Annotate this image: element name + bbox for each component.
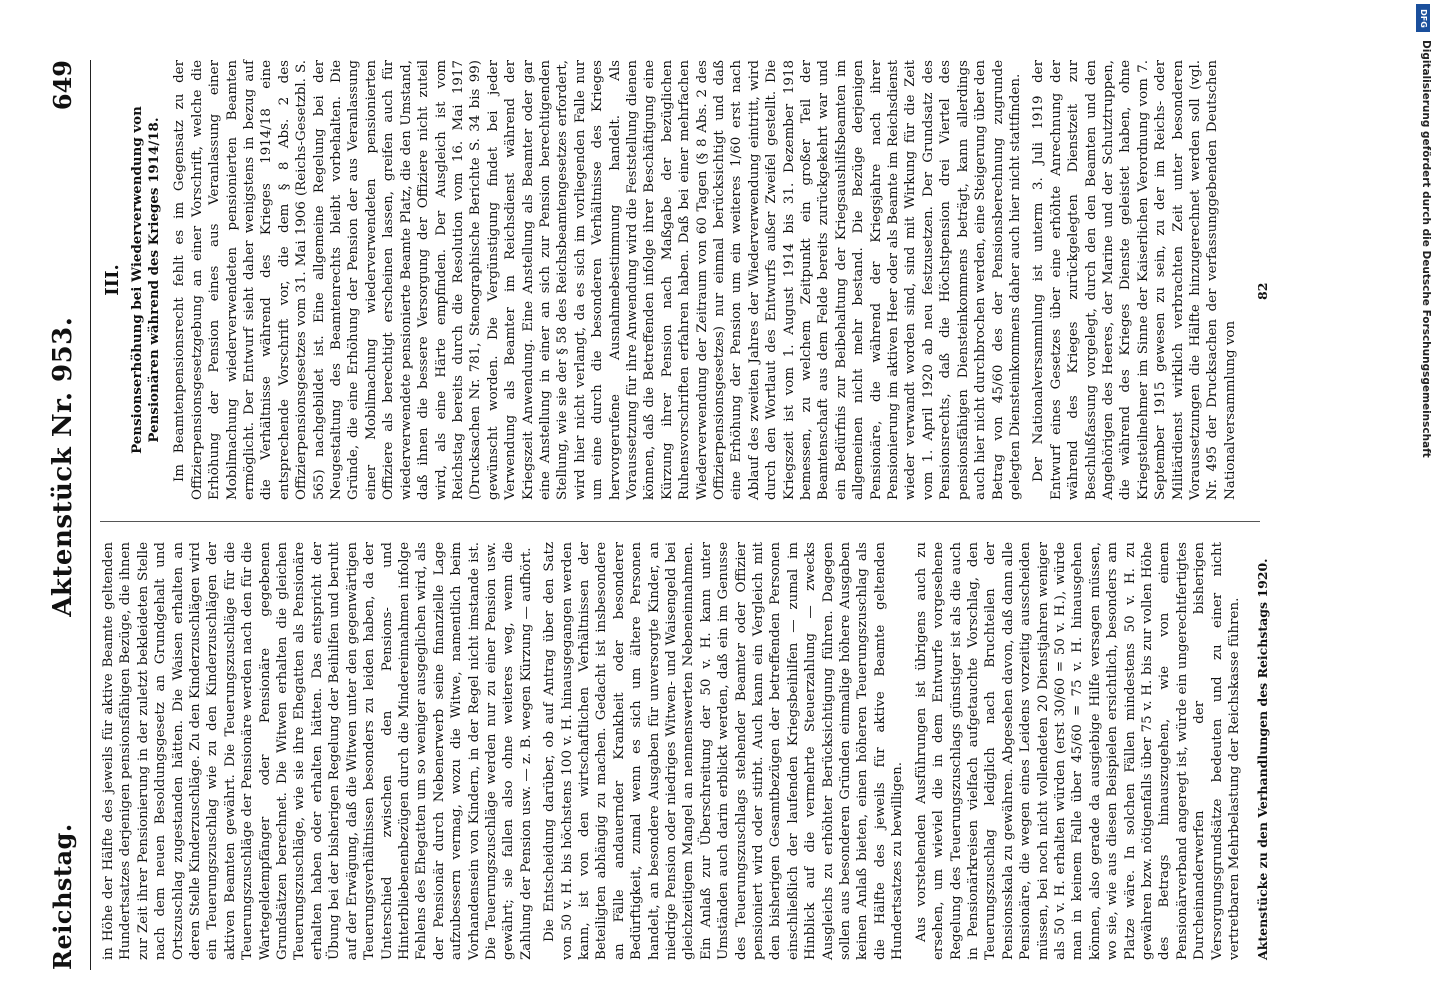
left-paragraph: in Höhe der Hälfte des jeweils für aktive Beamte geltenden Hundertsatzes derjenigen pensionsfähigen Bezüge, die ihnen zur Zeit ihrer Pensionierung in der zuletzt bekleideten Stelle nach dem neuen Besoldungsgesetz an Grundgehalt und Ortszuschlag zugestanden hätten. Die Waisen erhalten an deren Stelle Kinderzuschläge. Zu den Kinderzuschlägen wird ein Teuerungszuschlag wie zu den Kinderzuschlägen der aktiven Beamten gewährt. Die Teuerungszuschläge für die Teuerungszuschläge der Pensionäre werden nach den für die Wartegeldempfänger oder Pensionäre gegebenen Grundsätzen berechnet. Die Witwen erhalten die gleichen Teuerungszuschläge, wie sie ihre Ehegatten als Pensionäre erhalten haben oder erhalten hätten. Das entspricht der Übung bei der bisherigen Regelung der Beihilfen und beruht auf der Erwägung, daß die Witwen unter den gegenwärtigen Teuerungsverhältnissen besonders zu leiden haben, da der Unterschied zwischen den Pensions- und Hinterbliebenenbezügen durch die Mindereinnahmen infolge Fehlens des Ehegatten um so weniger ausgeglichen wird, als der Pensionär durch Nebenerwerb seine finanzielle Lage aufzubessern vermag, wozu die Witwe, namentlich beim Vorhandensein von Kindern, in der Regel nicht imstande ist. Die Teuerungszuschläge werden nur zu einer Pension usw. gewährt; sie fallen also ohne weiteres weg, wenn die Zahlung der Pension usw. — z. B. wegen Kürzung — aufhört. bbox=[101, 542, 534, 960]
header-left: Reichstag. bbox=[48, 823, 77, 970]
header-title: Aktenstück Nr. 953. bbox=[48, 316, 78, 617]
section-number: III. bbox=[102, 264, 123, 296]
right-column bbox=[100, 60, 1270, 500]
right-paragraph: Der Nationalversammlung ist unterm 3. Juli 1919 der Entwurf eines Gesetzes über eine erhöhte Anrechnung der während des Krieges zurückgelegten Dienstzeit zur Beschlußfassung vorgelegt, durch den den Beamten und den Angehörigen des Heeres, der Marine und der Schutztruppen, die während des Krieges Dienste geleistet haben, ohne Kriegsteilnehmer im Sinne der Kaiserlichen Verordnung vom 7. September 1915 gewesen zu sein, zu der im Reichs- oder Militärdienst wirklich verbrachten Zeit unter besonderen Voraussetzungen die Hälfte hinzugerechnet werden soll (vgl. Nr. 495 der Drucksachen der verfassunggebenden Deutschen Nationalversammlung von bbox=[1031, 60, 1238, 500]
column-divider bbox=[100, 521, 1260, 522]
page-header bbox=[48, 60, 91, 970]
footer-signature: 82 bbox=[1255, 282, 1270, 300]
left-paragraph: Aus vorstehenden Ausführungen ist übrigens auch zu ersehen, um wieviel die in dem Entwurfe vorgesehene Regelung des Teuerungszuschlags günstiger ist als die auch in Pensionärkreisen vielfach aufgetauchte Vorschlag, den Teuerungszuschlag lediglich nach Bruchteilen der Pensionsskala zu gewähren. Abgesehen davon, daß dann alle Pensionäre, die wegen eines Leidens vorzeitig ausscheiden müssen, bei noch nicht vollendeten 20 Dienstjahren weniger als 50 v. H. erhalten würden (erst 30/60 = 50 v. H.), würde man in keinem Falle über 45/60 = 75 v. H. hinausgehen können, also gerade da ausgiebige Hilfe versagen müssen, wo sie, wie aus diesen Beispielen ersichtlich, besonders am Platze wäre. In solchen Fällen mindestens 50 v. H. zu gewähren bzw. nötigenfalls über 75 v. H. bis zur vollen Höhe des Betrags hinauszugehen, wie von einem Pensionärverband angeregt ist, würde ein ungerechtfertigtes Durcheinanderwerfen der bisherigen Versorgungsgrundsätze bedeuten und zu einer nicht vertretbaren Mehrbelastung der Reichskasse führen. bbox=[913, 542, 1242, 960]
section-title: Pensionserhöhung bei Wiederverwendung von Pensionären während des Krieges 1914/18. bbox=[129, 106, 163, 454]
left-column bbox=[100, 542, 1242, 960]
right-paragraph: Im Beamtenpensionsrecht fehlt es im Gegensatz zu der Offizierpensionsgesetzgebung an einer Vorschrift, welche die Erhöhung der Pension eines aus Veranlassung einer Mobilmachung wiederverwendeten pensionierten Beamten ermöglicht. Der Entwurf sieht daher wenigstens in bezug auf die Verhältnisse während des Krieges 1914/18 eine entsprechende Vorschrift vor, die dem § 8 Abs. 2 des Offizierpensionsgesetzes vom 31. Mai 1906 (Reichs-Gesetzbl. S. 565) nachgebildet ist. Eine allgemeine Regelung bei der Neugestaltung des Beamtenrechts bleibt vorbehalten. Die Gründe, die eine Erhöhung der Pension der aus Veranlassung einer Mobilmachung wiederverwendeten pensionierten Offiziere als berechtigt erscheinen lassen, greifen auch für wiederverwendete pensionierte Beamte Platz, die den Umstand, daß ihnen die bessere Versorgung der Offiziere nicht zuteil wird, als eine Härte empfinden. Der Ausgleich ist vom Reichstag bereits durch die Resolution vom 16. Mai 1917 (Drucksachen Nr. 781, Stenographische Berichte S. 34 bis 99) gewünscht worden. Die Vergünstigung findet bei jeder Verwendung als Beamter im Reichsdienst während der Kriegszeit Anwendung. Eine Anstellung als Beamter oder gar eine Anstellung in einer an sich zur Pension berechtigenden Stellung, wie sie der § 58 des Reichsbeamtengesetzes erfordert, wird hier nicht verlangt, da es sich im vorliegenden Falle nur um eine durch die besonderen Verhältnisse des Krieges hervorgerufene Ausnahmebestimmung handelt. Als Voraussetzung für ihre Anwendung wird die Feststellung dienen können, daß die Betreffenden infolge ihrer Beschäftigung eine Kürzung ihrer Pension nach Maßgabe der bezüglichen Ruhensvorschriften erfahren haben. Daß bei einer mehrfachen Wiederverwendung der Zeitraum von 60 Tagen (§ 8 Abs. 2 des Offizierpensionsgesetzes) nur einmal berücksichtigt und daß eine Erhöhung der Pension um ein weiteres 1/60 erst nach Ablauf des zweiten Jahres der Wiederverwendung eintritt, wird durch den Wortlaut des Entwurfs außer Zweifel gestellt. Die Kriegszeit ist vom 1. August 1914 bis 31. Dezember 1918 bemessen, zu welchem Zeitpunkt ein großer Teil der Beamtenschaft aus dem Felde bereits zurückgekehrt war und ein Bedürfnis zur Beibehaltung der Kriegsaushilfsbeamten im allgemeinen nicht mehr bestand. Die Bezüge derjenigen Pensionäre, die während der Kriegsjahre nach ihrer Pensionierung im aktiven Heer oder als Beamte im Reichsdienst wieder verwandt worden sind, sind mit Wirkung für die Zeit vom 1. April 1920 ab neu festzusetzen. Der Grundsatz des Pensionsrechts, daß die Höchstpension drei Viertel des pensionsfähigen Diensteinkommens beträgt, kann allerdings auch hier nicht durchbrochen werden, eine Steigerung über den Betrag von 45/60 des der Pensionsberechnung zugrunde gelegten Diensteinkommens daher auch hier nicht stattfinden. bbox=[172, 60, 1023, 500]
page-number: 649 bbox=[48, 60, 77, 111]
dfg-logo-text: DFG bbox=[1418, 8, 1428, 28]
digitization-note bbox=[1412, 40, 1432, 660]
digitization-note-text: Digitalisierung gefördert durch die Deutsche Forschungsgemeinschaft bbox=[1420, 40, 1432, 458]
dfg-logo bbox=[1416, 4, 1430, 32]
left-paragraph: Die Entscheidung darüber, ob auf Antrag über den Satz von 50 v. H. bis höchstens 100 v. H. hinausgegangen werden kann, ist von den wirtschaftlichen Verhältnissen der Beteiligten abhängig zu machen. Gedacht ist insbesondere an Fälle andauernder Krankheit oder besonderer Bedürftigkeit, zumal wenn es sich um ältere Personen handelt, an besondere Ausgaben für unversorgte Kinder, an niedrige Pension oder niedriges Witwen- und Waisengeld bei gleichzeitigem Mangel an nennenswerten Nebeneinnahmen. Ein Anlaß zur Überschreitung der 50 v. H. kann unter Umständen auch darin erblickt werden, daß ein im Genusse des Teuerungszuschlags stehender Beamter oder Offizier pensioniert wird oder stirbt. Auch kann ein Vergleich mit den bisherigen Gesamtbezügen der betreffenden Personen einschließlich der laufenden Kriegsbeihilfen — zumal im Hinblick auf die vermehrte Steuerzahlung — zwecks Ausgleichs zu erhöhter Berücksichtigung führen. Dagegen sollen aus besonderen Gründen einmalige höhere Ausgaben keinen Anlaß bieten, einen höheren Teuerungszuschlag als die Hälfte des jeweils für aktive Beamte geltenden Hundertsatzes zu bewilligen. bbox=[542, 542, 906, 960]
footer-source: Aktenstücke zu den Verhandlungen des Reichstags 1920. bbox=[1255, 558, 1270, 960]
